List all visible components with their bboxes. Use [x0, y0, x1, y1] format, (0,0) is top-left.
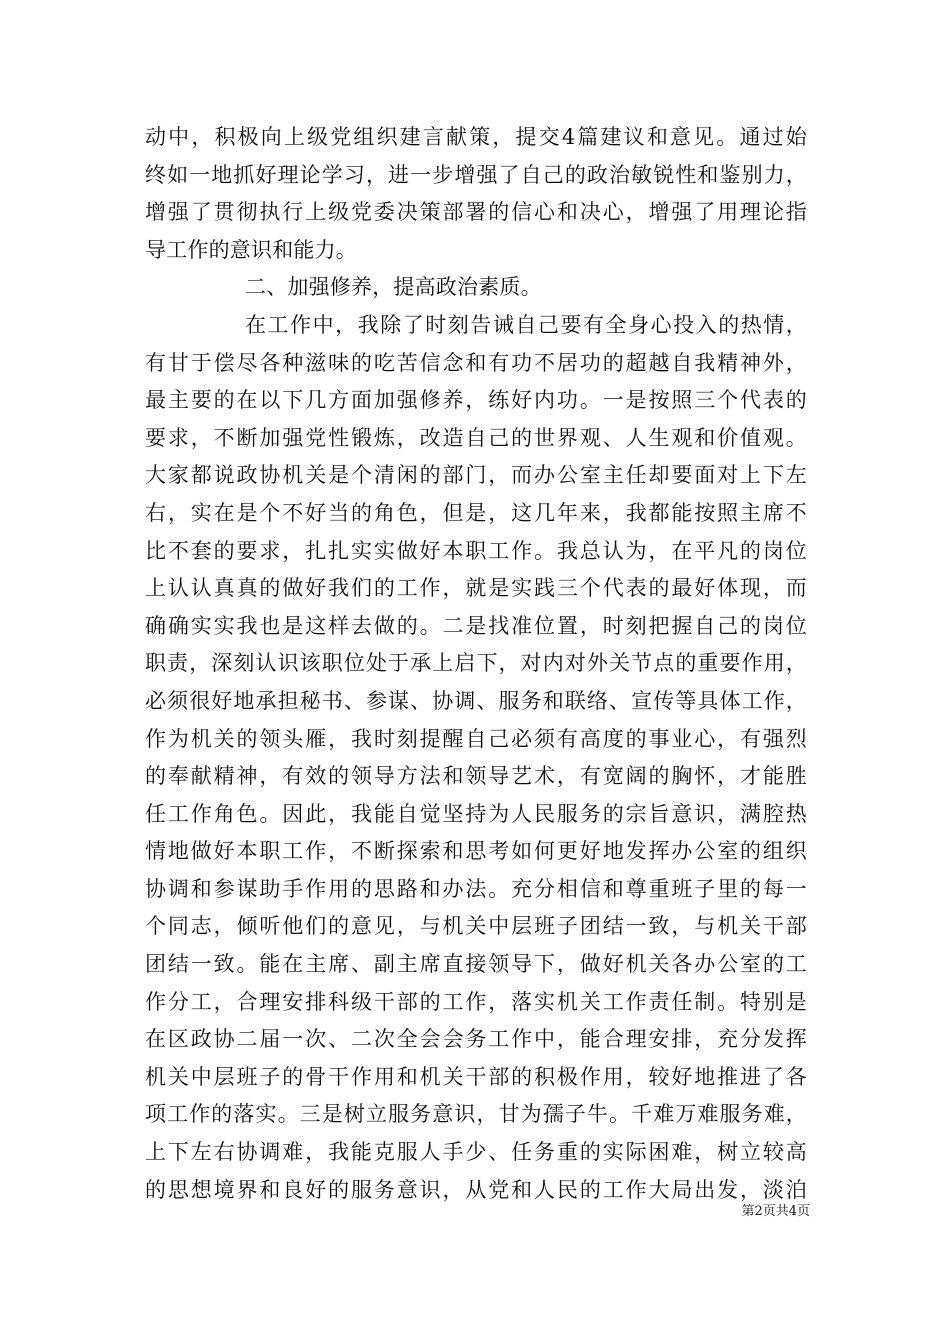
text-line: 确确实实我也是这样去做的。二是找准位置，时刻把握自己的岗位: [145, 613, 807, 638]
text-line: 必须很好地承担秘书、参谋、协调、服务和联络、宣传等具体工作，: [145, 688, 807, 713]
text-line: 任工作角色。因此，我能自觉坚持为人民服务的宗旨意识，满腔热: [145, 801, 807, 826]
text-line: 终如一地抓好理论学习，进一步增强了自己的政治敏锐性和鉴别力，: [145, 162, 807, 187]
text-line: 上下左右协调难，我能克服人手少、任务重的实际困难，树立较高: [145, 1140, 807, 1165]
paragraph-2: [145, 307, 807, 1209]
text-line: 项工作的落实。三是树立服务意识，甘为孺子牛。千难万难服务难，: [145, 1102, 807, 1127]
text-line: 右，实在是个不好当的角色，但是，这几年来，我都能按照主席不: [145, 500, 807, 525]
text-line: 增强了贯彻执行上级党委决策部署的信心和决心，增强了用理论指: [145, 200, 807, 225]
text-line: 情地做好本职工作，不断探索和思考如何更好地发挥办公室的组织: [145, 839, 807, 864]
text-line: 职责，深刻认识该职位处于承上启下，对内对外关节点的重要作用，: [145, 651, 807, 676]
text-line: 上认认真真的做好我们的工作，就是实践三个代表的最好体现，而: [145, 576, 807, 601]
text-line: 最主要的在以下几方面加强修养，练好内功。一是按照三个代表的: [145, 388, 807, 413]
text-line: 有甘于偿尽各种滋味的吃苦信念和有功不居功的超越自我精神外，: [145, 350, 807, 375]
text-line: 作为机关的领头雁，我时刻提醒自己必须有高度的事业心，有强烈: [145, 726, 807, 751]
text-line: 比不套的要求，扎扎实实做好本职工作。我总认为，在平凡的岗位: [145, 538, 807, 563]
text-line: 协调和参谋助手作用的思路和办法。充分相信和尊重班子里的每一: [145, 876, 807, 901]
document-body: [145, 119, 807, 1209]
text-line: 要求，不断加强党性锻炼，改造自己的世界观、人生观和价值观。: [145, 425, 807, 450]
text-line: 的思想境界和良好的服务意识，从党和人民的工作大局出发，淡泊: [145, 1177, 807, 1202]
text-line: 机关中层班子的骨干作用和机关干部的积极作用，较好地推进了各: [145, 1064, 807, 1089]
text-line: 个同志，倾听他们的意见，与机关中层班子团结一致，与机关干部: [145, 914, 807, 939]
text-line: 动中，积极向上级党组织建言献策，提交4篇建议和意见。通过始: [145, 125, 807, 149]
section-heading: 二、加强修养，提高政治素质。: [245, 275, 542, 300]
paragraph-1: [145, 119, 807, 269]
text-line: 在工作中，我除了时刻告诫自己要有全身心投入的热情，: [245, 312, 807, 337]
page-number-footer: 第2页共4页: [741, 1204, 810, 1219]
text-line: 的奉献精神，有效的领导方法和领导艺术，有宽阔的胸怀，才能胜: [145, 764, 807, 789]
text-line: 大家都说政协机关是个清闲的部门，而办公室主任却要面对上下左: [145, 463, 807, 488]
text-line: 团结一致。能在主席、副主席直接领导下，做好机关各办公室的工: [145, 952, 807, 977]
text-line: 在区政协二届一次、二次全会会务工作中，能合理安排，充分发挥: [145, 1027, 807, 1052]
text-line: 导工作的意识和能力。: [145, 237, 357, 262]
text-line: 作分工，合理安排科级干部的工作，落实机关工作责任制。特别是: [145, 989, 807, 1014]
